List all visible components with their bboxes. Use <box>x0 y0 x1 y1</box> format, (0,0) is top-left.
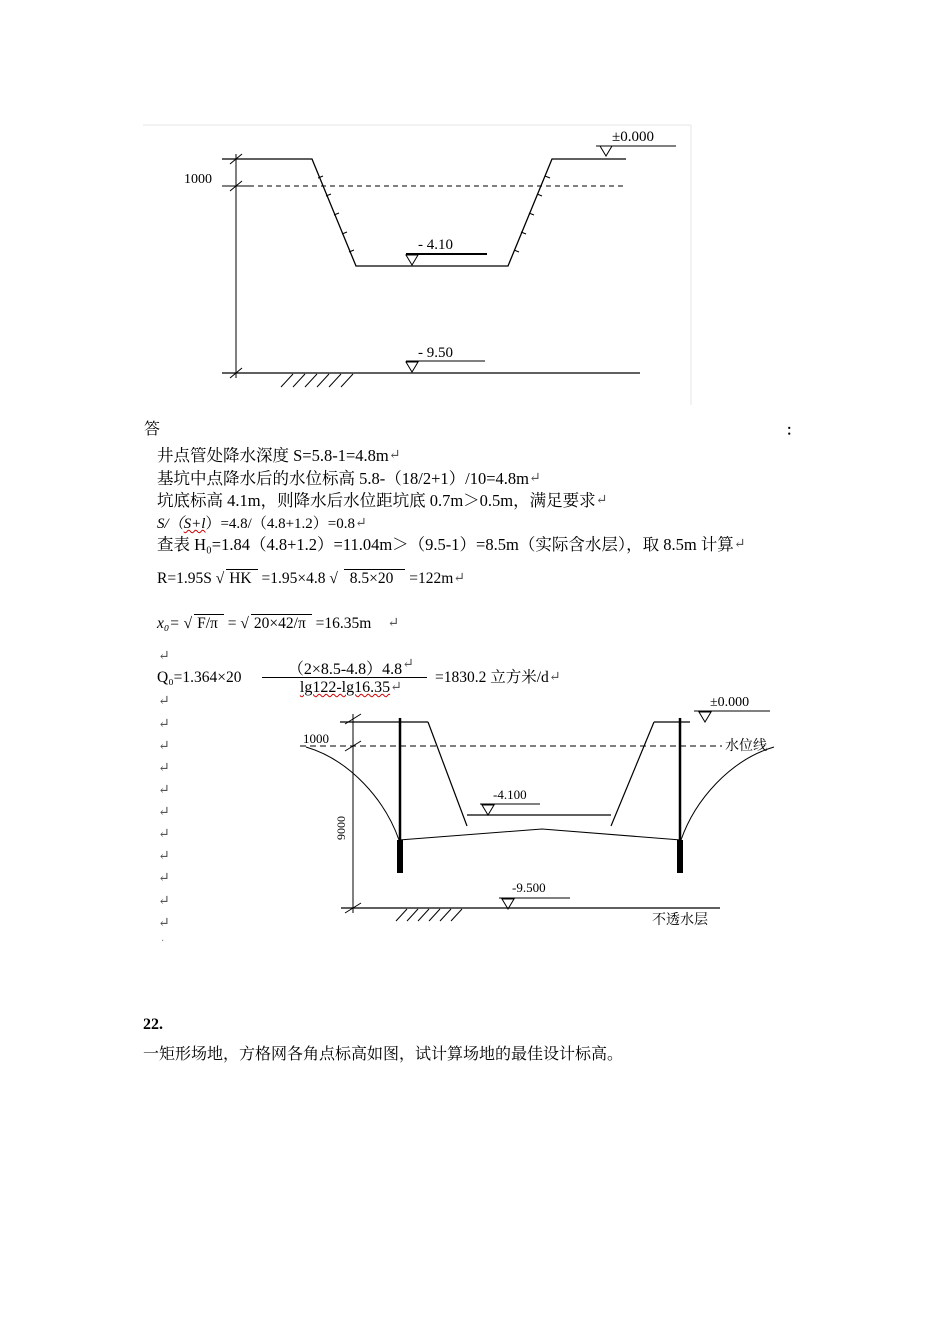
para-mark: ↵ <box>158 694 170 709</box>
para-mark: ↵ <box>158 871 170 886</box>
q0-denominator: lg122-lg16.35 ↵ <box>299 679 402 696</box>
answer-line-6: R=1.95S √ HK =1.95×4.8 √ 8.5×20 =122m ↵ <box>157 570 466 587</box>
para-mark: ↵ <box>158 805 170 820</box>
fig2-top-level: ±0.000 <box>710 695 750 710</box>
para-mark: ↵ <box>158 827 170 842</box>
question-text: 一矩形场地，方格网各角点标高如图，试计算场地的最佳设计标高。 <box>143 1046 624 1063</box>
q0-fraction-bar <box>262 677 427 678</box>
fig2-depth: 9000 <box>334 816 348 840</box>
fig2-impermeable-layer: 不透水层 <box>652 913 708 928</box>
fig1-water-level: 1000 <box>184 172 212 187</box>
fig1-top-level: ±0.000 <box>612 129 654 145</box>
q0-numerator: （2×8.5-4.8）4.8 ↵ <box>287 657 414 678</box>
answer-line-8-result: =1830.2 立方米/d ↵ <box>435 669 561 686</box>
fig2-water-level: 1000 <box>303 731 329 746</box>
figure-1-pit-section <box>140 120 700 410</box>
question-number: 22. <box>143 1016 163 1033</box>
answer-line-4: S/（S+l）=4.8/（4.8+1.2）=0.8 ↵ <box>157 516 367 532</box>
fig2-water-line: 水位线 <box>725 739 767 754</box>
figure-2-wellpoint-section <box>290 685 790 930</box>
answer-line-8-prefix: Q₀=1.364×20 <box>157 669 242 686</box>
fig1-impermeable: - 9.50 <box>418 345 453 361</box>
para-mark: ↵ <box>158 761 170 776</box>
para-mark: ↵ <box>158 739 170 754</box>
answer-label: 答 <box>144 421 161 438</box>
fig2-pit-bottom: -4.100 <box>493 787 527 802</box>
dot-mark: · <box>161 936 165 947</box>
fig2-impermeable-level: -9.500 <box>512 880 546 895</box>
para-mark: ↵ <box>158 717 170 732</box>
answer-colon: ： <box>786 424 800 439</box>
para-mark: ↵ <box>158 894 170 909</box>
answer-line-7: x₀= √ F/π = √ 20×42/π =16.35m ↵ <box>157 615 400 632</box>
answer-line-5: 查表 H₀=1.84（4.8+1.2）=11.04m＞（9.5-1）=8.5m（实际含水层），取 8.5m 计算 ↵ <box>157 535 746 554</box>
fig1-pit-bottom: - 4.10 <box>418 237 453 253</box>
para-mark: ↵ <box>158 783 170 798</box>
para-mark: ↵ <box>158 649 170 664</box>
para-mark: ↵ <box>158 916 170 931</box>
answer-line-2: 基坑中点降水后的水位标高 5.8-（18/2+1）/10=4.8m ↵ <box>157 469 541 488</box>
answer-line-3: 坑底标高 4.1m，则降水后水位距坑底 0.7m＞0.5m，满足要求 ↵ <box>157 491 608 510</box>
answer-line-1: 井点管处降水深度 S=5.8-1=4.8m ↵ <box>157 446 401 465</box>
para-mark: ↵ <box>158 849 170 864</box>
